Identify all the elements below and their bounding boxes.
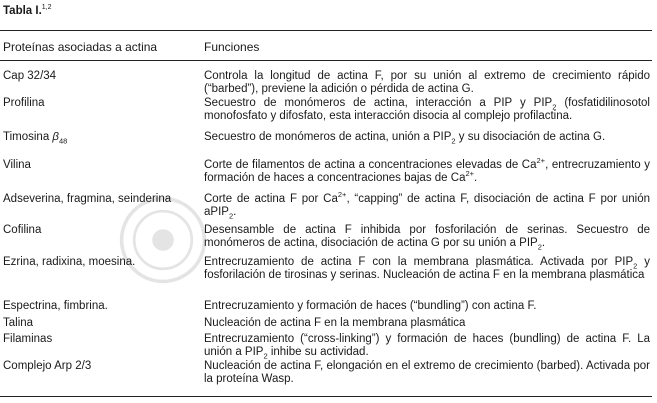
title-refs: 1,2 (41, 4, 52, 11)
protein-function: Secuestro de monómeros de actina, unión a $PIP_2$ y su disociación de actina G. (204, 131, 606, 146)
protein-function: Corte de actina F por $Ca^{2+}$, “capping” de actina F, disociación de actina F por unión aPIP$_2$. (204, 190, 651, 221)
watermark-logo (118, 195, 208, 285)
bottom-rule (0, 396, 652, 397)
protein-function: Entrecruzamiento de actina F con la membrana plasmática. Activada por $PIP_2$ y fosforilación de tirosinas y serinas. Nucleación de actina F en la membrana plasmática (204, 256, 650, 282)
protein-name: Talina (3, 317, 34, 329)
protein-name: Profilina (3, 97, 45, 109)
title-text: Tabla I. (3, 5, 42, 17)
protein-name: Complejo Arp 2/3 (3, 360, 92, 372)
protein-name: Cofilina (3, 224, 42, 236)
protein-function: Controla la longitud de actina F, por su unión al extremo de crecimiento rápido (“barbed”), previene la adición o pérdida de actina G. (204, 70, 650, 96)
protein-name: Espectrina, fimbrina. (3, 300, 108, 312)
header-rule (0, 60, 652, 61)
protein-function: Nucleación de actina F en la membrana plasmática (204, 317, 466, 329)
protein-name: Cap 32/34 (3, 70, 57, 82)
protein-function: Entrecruzamiento (“cross-linking”) y formación de haces (bundling) de actina F. La unión a $PIP_2$ inhibe su actividad. (204, 333, 650, 361)
protein-function: Entrecruzamiento y formación de haces (“bundling”) con actina F. (204, 300, 537, 312)
protein-name: Vilina (3, 159, 31, 171)
protein-function: Corte de filamentos de actina a concentraciones elevadas de $Ca^{2+}$, entrecruzamiento y formación de haces a concentraciones bajas de $Ca^{2+}$. (204, 156, 650, 185)
table-title (3, 5, 52, 17)
header-functions: Funciones (204, 40, 260, 54)
protein-name: Filaminas (3, 333, 53, 345)
protein-function: Desensamble de actina F inhibida por fosforilación de serinas. Secuestro de monómeros de actina, disociación de actina G por su unión a $PIP_2$. (204, 224, 650, 252)
protein-name: Ezrina, radixina, moesina. (3, 256, 136, 268)
protein-function: Secuestro de monómeros de actina, interacción a PIP y $PIP_2$ (fosfatidilinosotol monofosfato y difosfato, esta interacción disocia al complejo profilactina. (204, 97, 650, 123)
protein-name: Timosina $\beta_{48}$ (3, 131, 68, 146)
header-proteins: Proteínas asociadas a actina (3, 40, 158, 54)
protein-function: Nucleación de actina F, elongación en el extremo de crecimiento (barbed). Activada por la proteína Wasp. (204, 360, 650, 386)
top-rule (0, 30, 652, 31)
protein-name: Adseverina, fragmina, seinderina (3, 193, 172, 205)
